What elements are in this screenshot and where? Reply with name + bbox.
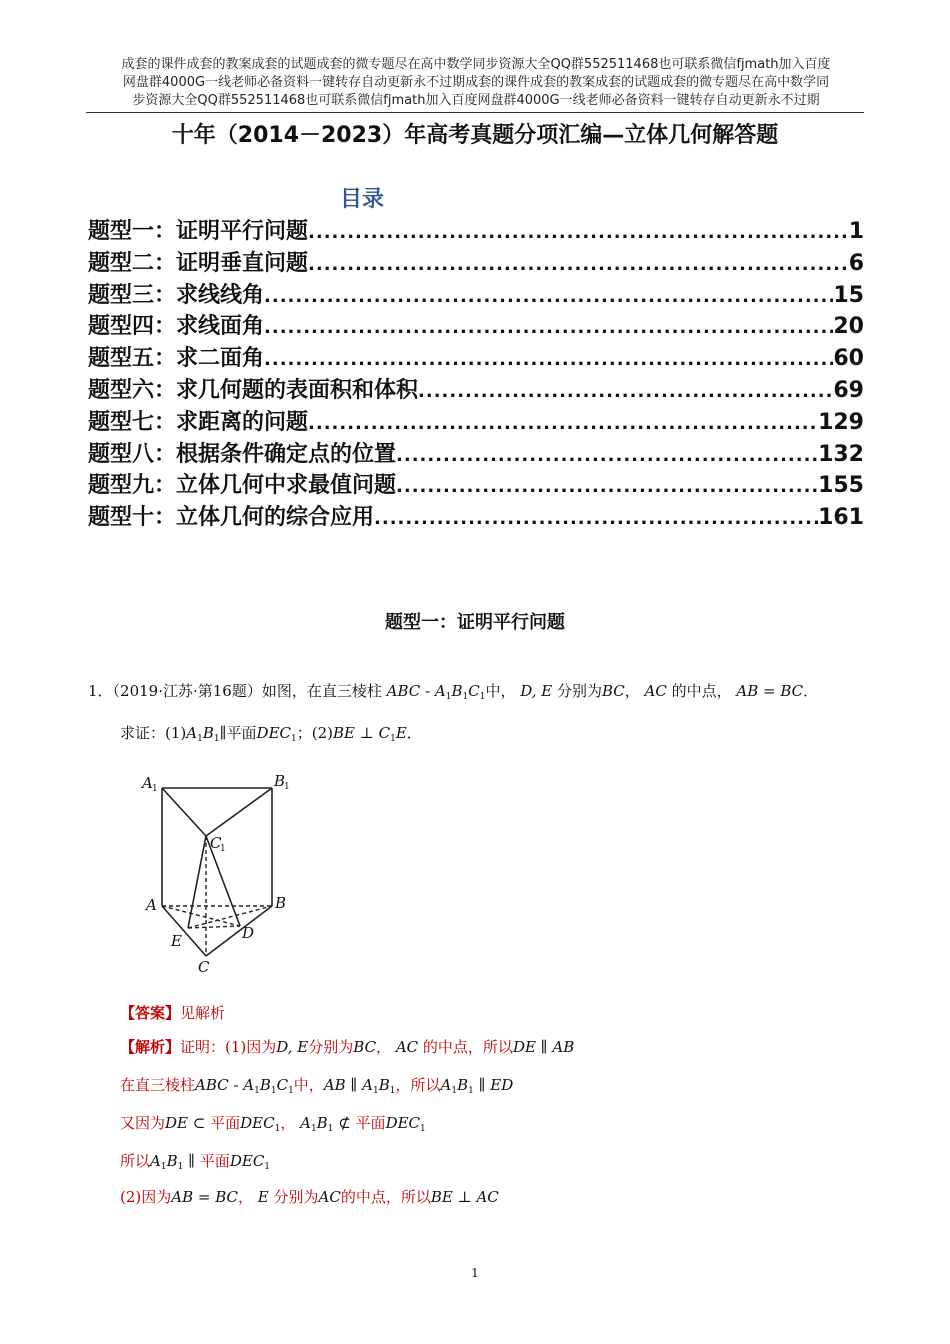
toc-page[interactable]: 132 (818, 441, 864, 467)
toc-page[interactable]: 20 (833, 314, 864, 340)
solution-text: (2)因为 (120, 1188, 172, 1206)
solution-line-1 (120, 1036, 574, 1057)
label-c: C (198, 958, 210, 976)
math-ab-eq-bc: AB = BC (731, 682, 804, 700)
toc-entry[interactable] (88, 246, 864, 278)
toc-page[interactable]: 69 (833, 377, 864, 403)
toc-entry[interactable] (88, 341, 864, 373)
math-de-subset: DE ⊂ (165, 1114, 211, 1132)
table-of-contents (88, 214, 864, 532)
math-a1b1-parallel-ed: $A_1B_1$ ∥ ED (440, 1076, 514, 1096)
question-text: ． (803, 682, 819, 700)
label-d: D (242, 924, 255, 942)
toc-leader (308, 222, 849, 243)
toc-leader (396, 445, 818, 466)
toc-leader (264, 286, 833, 307)
toc-leader (418, 381, 833, 402)
toc-leader (264, 349, 833, 370)
math-ac: AC (391, 1038, 423, 1056)
solution-text: 的中点，所以 (422, 1038, 513, 1056)
solution-text: 平面 (199, 1152, 230, 1170)
toc-label[interactable]: 题型九：立体几何中求最值问题 (88, 473, 397, 499)
toc-entry[interactable] (88, 468, 864, 500)
solution-text: 平面 (355, 1114, 386, 1132)
toc-entry[interactable] (88, 373, 864, 405)
header-line-2: 网盘群4000G一线老师必备资料一键转存自动更新永不过期成套的课件成套的教案成套的试题成套的微专题尽在高中数学同 (122, 75, 830, 90)
solution-line-4 (120, 1150, 270, 1172)
toc-label[interactable]: 题型五：求二面角 (88, 346, 265, 372)
toc-label[interactable]: 题型十：立体几何的综合应用 (88, 505, 375, 531)
solution-tag: 【解析】 (120, 1038, 181, 1056)
question-text: ， (624, 682, 640, 700)
toc-label[interactable]: 题型三：求线线角 (88, 282, 265, 308)
label-a1: A (142, 774, 153, 792)
toc-entry[interactable] (88, 405, 864, 437)
math-e: E (253, 1188, 274, 1206)
label-b: B (275, 894, 287, 912)
toc-entry[interactable] (88, 500, 864, 532)
toc-entry[interactable] (88, 278, 864, 310)
toc-label[interactable]: 题型七：求距离的问题 (88, 409, 309, 435)
question-text: 的中点， (671, 682, 732, 700)
solution-text: 分别为 (273, 1188, 319, 1206)
toc-leader (396, 476, 818, 497)
label-c1: C (210, 834, 222, 852)
solution-text: 在直三棱柱 (120, 1076, 196, 1094)
label-c1-sub: 1 (220, 844, 226, 854)
solution-line-5 (120, 1186, 499, 1207)
question-text: 分别为 (556, 682, 602, 700)
solution-text: 分别为 (308, 1038, 354, 1056)
answer-tag: 【答案】 (120, 1004, 181, 1022)
header-line-3: 步资源大全QQ群552511468也可联系微信fjmath加入百度网盘群4000G一线老师必备资料一键转存自动更新永不过期 (132, 93, 820, 108)
math-dec1: $DEC_1$ (385, 1114, 426, 1134)
solution-text: 的中点，所以 (340, 1188, 431, 1206)
toc-label[interactable]: 题型四：求线面角 (88, 314, 265, 340)
solution-text: ， (238, 1188, 254, 1206)
toc-label[interactable]: 题型一：证明平行问题 (88, 219, 309, 244)
math-dec1: $DEC_1$ (256, 724, 297, 744)
toc-leader (308, 254, 849, 275)
toc-leader (374, 508, 818, 529)
label-b1-sub: 1 (284, 782, 290, 792)
toc-entry[interactable] (88, 437, 864, 469)
question-line-2 (120, 722, 422, 744)
solution-text: ， (280, 1114, 296, 1132)
solution-line-2 (120, 1074, 513, 1096)
math-dec1: $DEC_1$ (229, 1152, 271, 1172)
header-rule (86, 112, 864, 113)
toc-page[interactable]: 1 (848, 219, 864, 244)
question-text: 中， (485, 682, 516, 700)
toc-page[interactable]: 6 (848, 250, 864, 276)
toc-page[interactable]: 129 (818, 409, 864, 435)
toc-leader (264, 317, 833, 338)
question-source: （2019·江苏·第16题） (112, 682, 262, 700)
answer-line (120, 1002, 225, 1023)
toc-entry[interactable] (88, 309, 864, 341)
label-a1-sub: 1 (152, 784, 158, 794)
math-dec1: $DEC_1$ (240, 1114, 281, 1134)
prism-figure (138, 768, 298, 980)
toc-page[interactable]: 15 (833, 282, 864, 308)
solution-text: 证明：(1)因为 (180, 1038, 277, 1056)
question-text: 平面 (226, 724, 257, 742)
document-title: 十年（2014－2023）年高考真题分项汇编—立体几何解答题 (171, 123, 779, 148)
question-prove: 求证：(1) (120, 724, 187, 742)
question-text: ；(2) (296, 724, 333, 742)
math-de-parallel-ab: DE ∥ AB (512, 1038, 575, 1056)
solution-text: 平面 (210, 1114, 241, 1132)
toc-entry[interactable] (88, 214, 864, 246)
toc-label[interactable]: 题型八：根据条件确定点的位置 (88, 441, 397, 467)
toc-page[interactable]: 161 (818, 505, 864, 531)
solution-text: ， (376, 1038, 392, 1056)
toc-label[interactable]: 题型二：证明垂直问题 (88, 250, 309, 276)
solution-text: 所以 (120, 1152, 151, 1170)
math-de: D, E (515, 682, 557, 700)
math-ac: AC (639, 682, 672, 700)
page-number: 1 (471, 1266, 479, 1280)
label-b1: B (274, 772, 286, 790)
section-title: 题型一：证明平行问题 (385, 612, 565, 633)
header-line-1: 成套的课件成套的教案成套的试题成套的微专题尽在高中数学同步资源大全QQ群552511468也可联系微信fjmath加入百度 (121, 57, 831, 72)
solution-text: 中， (293, 1076, 324, 1094)
math-be-perp-c1e: BE ⊥ $C_1E$ (332, 724, 407, 744)
label-a: A (146, 896, 157, 914)
math-a1b1-parallel: $A_1B_1\parallel$ (186, 724, 227, 744)
page-header (78, 56, 874, 110)
math-ab-parallel-a1b1: AB ∥ $A_1B_1$ (323, 1076, 396, 1096)
label-e: E (171, 932, 182, 950)
math-prism: ABC - $A_1B_1C_1$ (386, 682, 486, 702)
solution-text: 又因为 (120, 1114, 166, 1132)
answer-text: 见解析 (180, 1004, 226, 1022)
toc-heading: 目录 (340, 187, 385, 212)
question-line-1 (88, 680, 818, 702)
solution-line-3 (120, 1112, 426, 1134)
question-text: ． (406, 724, 422, 742)
math-prism: ABC - $A_1B_1C_1$ (195, 1076, 294, 1096)
math-ac: AC (318, 1188, 341, 1206)
math-de: D, E (276, 1038, 309, 1056)
solution-text: ，所以 (395, 1076, 441, 1094)
math-a1b1-not-subset: $A_1B_1$ ⊄ (295, 1114, 356, 1134)
question-text: 如图，在直三棱柱 (261, 682, 382, 700)
math-ab-eq-bc: AB = BC (171, 1188, 238, 1206)
toc-leader (308, 413, 818, 434)
toc-page[interactable]: 155 (818, 473, 864, 499)
math-bc: BC (601, 682, 625, 700)
toc-page[interactable]: 60 (833, 346, 864, 372)
math-be-perp-ac: BE ⊥ AC (430, 1188, 499, 1206)
toc-label[interactable]: 题型六：求几何题的表面积和体积 (88, 377, 419, 403)
math-a1b1-parallel: $A_1B_1$ ∥ (150, 1152, 200, 1172)
math-bc: BC (353, 1038, 377, 1056)
question-number: 1． (88, 682, 113, 700)
